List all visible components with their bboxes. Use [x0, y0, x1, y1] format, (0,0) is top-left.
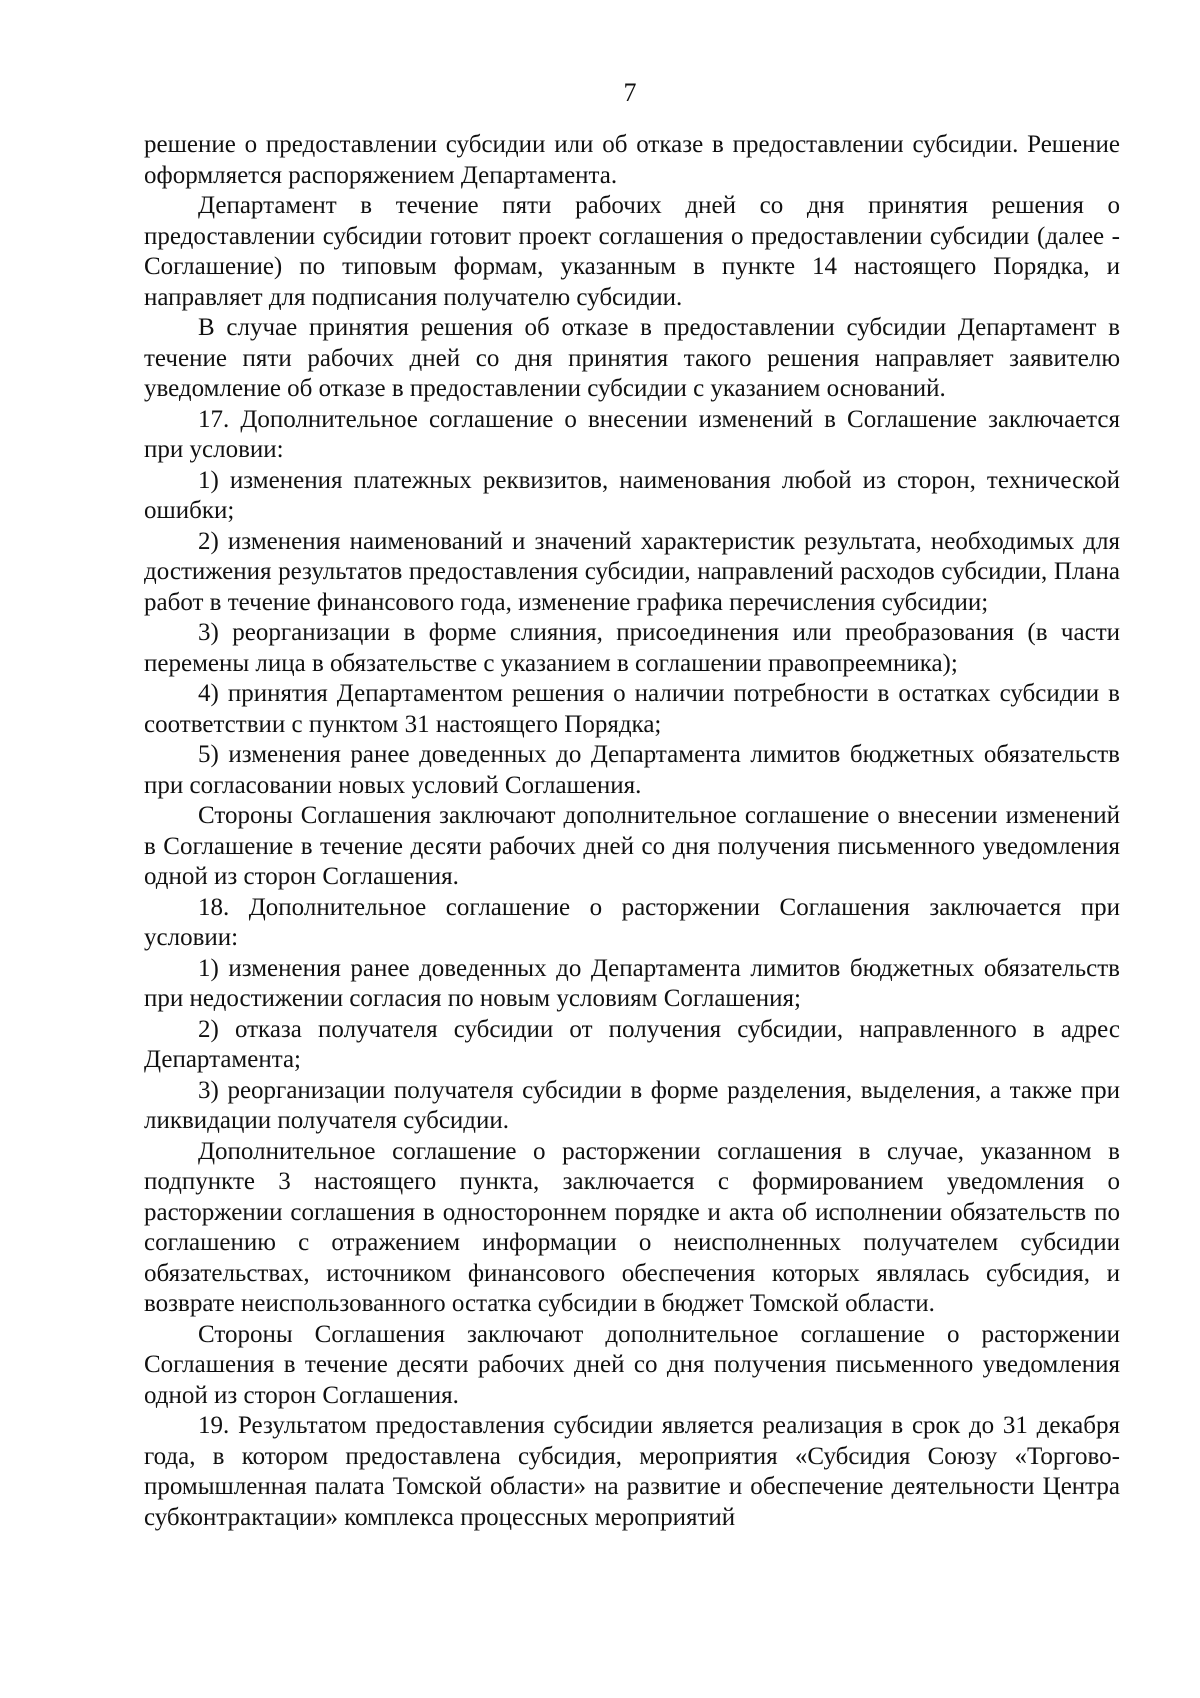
- paragraph: В случае принятия решения об отказе в предоставлении субсидии Департамент в течение пяти рабочих дней со дня принятия такого решения направляет заявителю уведомление об отказе в предоставлении субсидии с указанием оснований.: [144, 314, 1120, 402]
- list-item: 5) изменения ранее доведенных до Департамента лимитов бюджетных обязательств при согласовании новых условий Соглашения.: [144, 741, 1120, 799]
- paragraph: Дополнительное соглашение о расторжении соглашения в случае, указанном в подпункте 3 настоящего пункта, заключается с формированием уведомления о расторжении соглашения в одностороннем порядке и акта об исполнении обязательств по соглашению с отражением информации о неисполненных получателем субсидии обязательствах, источником финансового обеспечения которых являлась субсидия, и возврате неиспользованного остатка субсидии в бюджет Томской области.: [144, 1137, 1120, 1317]
- list-item: 2) изменения наименований и значений характеристик результата, необходимых для достижения результатов предоставления субсидии, направлений расходов субсидии, Плана работ в течение финансового года, изменение графика перечисления субсидии;: [144, 527, 1120, 616]
- list-item: 1) изменения ранее доведенных до Департамента лимитов бюджетных обязательств при недостижении согласия по новым условиям Соглашения;: [144, 954, 1120, 1012]
- paragraph-continuation: решение о предоставлении субсидии или об отказе в предоставлении субсидии. Решение оформляется распоряжением Департамента.: [144, 131, 1120, 189]
- list-item: 3) реорганизации в форме слияния, присоединения или преобразования (в части перемены лица в обязательстве с указанием в соглашении правопреемника);: [144, 619, 1120, 677]
- document-body: [144, 130, 1120, 1533]
- paragraph-clause-18: 18. Дополнительное соглашение о расторжении Соглашения заключается при условии:: [144, 893, 1120, 951]
- list-item: 2) отказа получателя субсидии от получения субсидии, направленного в адрес Департамента;: [144, 1015, 1120, 1073]
- paragraph: Департамент в течение пяти рабочих дней со дня принятия решения о предоставлении субсидии готовит проект соглашения о предоставлении субсидии (далее - Соглашение) по типовым формам, указанным в пункте 14 настоящего Порядка, и направляет для подписания получателю субсидии.: [144, 192, 1120, 311]
- paragraph: Стороны Соглашения заключают дополнительное соглашение о расторжении Соглашения в течение десяти рабочих дней со дня получения письменного уведомления одной из сторон Соглашения.: [144, 1320, 1120, 1409]
- list-item: 4) принятия Департаментом решения о наличии потребности в остатках субсидии в соответствии с пунктом 31 настоящего Порядка;: [144, 680, 1120, 738]
- list-item: 1) изменения платежных реквизитов, наименования любой из сторон, технической ошибки;: [144, 466, 1120, 524]
- page-number: 7: [623, 78, 637, 107]
- paragraph: Стороны Соглашения заключают дополнительное соглашение о внесении изменений в Соглашение в течение десяти рабочих дней со дня получения письменного уведомления одной из сторон Соглашения.: [144, 802, 1120, 890]
- list-item: 3) реорганизации получателя субсидии в форме разделения, выделения, а также при ликвидации получателя субсидии.: [144, 1076, 1120, 1134]
- paragraph-clause-19: 19. Результатом предоставления субсидии является реализация в срок до 31 декабря года, в котором предоставлена субсидия, мероприятия «Субсидия Союзу «Торгово-промышленная палата Томской области» на развитие и обеспечение деятельности Центра субконтрактации» комплекса процессных мероприятий: [144, 1412, 1120, 1531]
- paragraph-clause-17: 17. Дополнительное соглашение о внесении изменений в Соглашение заключается при условии:: [144, 405, 1120, 463]
